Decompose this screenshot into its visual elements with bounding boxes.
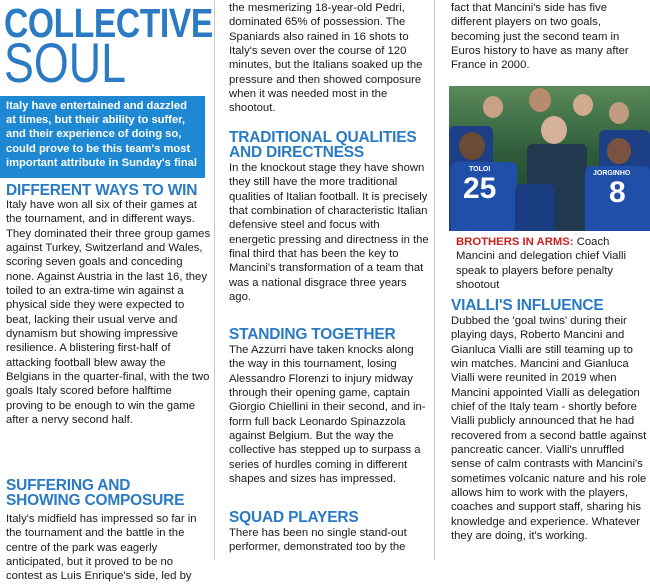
headline-line-2: SOUL	[4, 31, 126, 94]
photo-caption	[456, 235, 648, 292]
heading-viallis-influence: VIALLI'S INFLUENCE	[451, 297, 604, 314]
heading-suffering: SUFFERING AND SHOWING COMPOSURE	[6, 477, 185, 509]
heading-squad-players: SQUAD PLAYERS	[229, 509, 359, 526]
headline-line-1: COLLECTIVE	[4, 0, 213, 46]
heading-traditional: TRADITIONAL QUALITIES AND DIRECTNESS	[229, 129, 417, 161]
body-suffering: Italy's midfield has impressed so far in the tournament and the battle in the centre of the park was eagerly anticipated, but it proved to be no contest as Luis Enrique's side, led by	[6, 513, 197, 583]
player-head	[459, 132, 485, 160]
jersey-number-25: 25	[463, 172, 497, 205]
body-squad-players: There has been no single stand-out performer, demonstrated too by the	[229, 527, 407, 554]
jersey-name-jorginho: JORGINHO	[593, 170, 631, 177]
player-head	[609, 102, 629, 124]
jersey-name-toloi: TOLOI	[469, 166, 491, 173]
coach-head	[541, 116, 567, 144]
player-shirt-jorginho	[585, 166, 650, 231]
column-rule	[434, 0, 435, 560]
heading-different-ways: DIFFERENT WAYS TO WIN	[6, 182, 198, 199]
caption-label: BROTHERS IN ARMS:	[456, 236, 574, 248]
player-shirt-toloi	[451, 162, 517, 231]
jersey-number-8: 8	[609, 176, 626, 209]
heading-standing-together: STANDING TOGETHER	[229, 326, 396, 343]
body-traditional: In the knockout stage they have shown they still have the more traditional qualities of Italian football. It is precisely that combination of characteristic Italian defensive steel and focus with energetic pressing and directness in the final third that has been the key to Mancini's transformation of a team that was a national disgrace three years ago.	[229, 162, 429, 304]
player-head	[573, 94, 593, 116]
caption-text: Coach Mancini and delegation chief Vialli speak to players before penalty shootout	[456, 236, 626, 291]
body-different-ways: Italy have won all six of their games at the tournament, and in different ways. They dominated their three group games against Turkey, Switzerland and Wales, scoring seven goals and conceding none. Against Austria in the last 16, they toiled to an extra-time win against a physical side they were expected to beat, lacking their usual verve and dynamism but showing impressive resilience. A blistering first-half of attacking football blew away the Belgians in the quarter-final, with the two goals Italy scored before halftime proving to be enough to win the game after a nervy second half.	[6, 199, 211, 427]
column-rule	[214, 0, 215, 560]
body-viallis-influence: Dubbed the 'goal twins' during their playing days, Roberto Mancini and Gianluca Vialli are still teaming up to win matches. Mancini and Gianluca Vialli were reunited in 2019 when Mancini appointed Vialli as delegation chief of the Italy team - shortly before Vialli publicly announced that he had recovered from a second battle against pancreatic cancer. Vialli's unruffled sense of calm contrasts with Mancini's sometimes volcanic nature and his role allows him to work with the players, coaches and support staff, sharing his knowledge and experience. Whatever they are doing, it's working.	[451, 315, 647, 543]
standfirst: Italy have entertained and dazzled at times, but their ability to suffer, and their experience of doing so, could prove to be this team's most important attribute in Sunday's final	[0, 96, 205, 178]
player-head	[529, 88, 551, 112]
body-suffering-continued: the mesmerizing 18-year-old Pedri, dominated 65% of possession. The Spaniards also rained in 16 shots to Italy's seven over the course of 120 minutes, but the Italians soaked up the pressure and then showed composure when it was needed most in the shootout.	[229, 2, 423, 115]
body-standing-together: The Azzurri have taken knocks along the way in this tournament, losing Alessandro Florenzi to injury midway through their opening game, captain Giorgio Chiellini in their second, and in-form full back Leonardo Spinazzola against Belgium. But the way the collective has stepped up to surpass a series of hurdles coming in different shapes and sizes has impressed.	[229, 344, 426, 486]
team-photo	[449, 86, 650, 231]
player-head	[483, 96, 503, 118]
body-squad-continued: fact that Mancini's side has five different players on two goals, becoming just the second team in Euros history to have as many after France in 2000.	[451, 2, 629, 72]
player-head	[607, 138, 631, 164]
player-shirt	[515, 184, 555, 231]
